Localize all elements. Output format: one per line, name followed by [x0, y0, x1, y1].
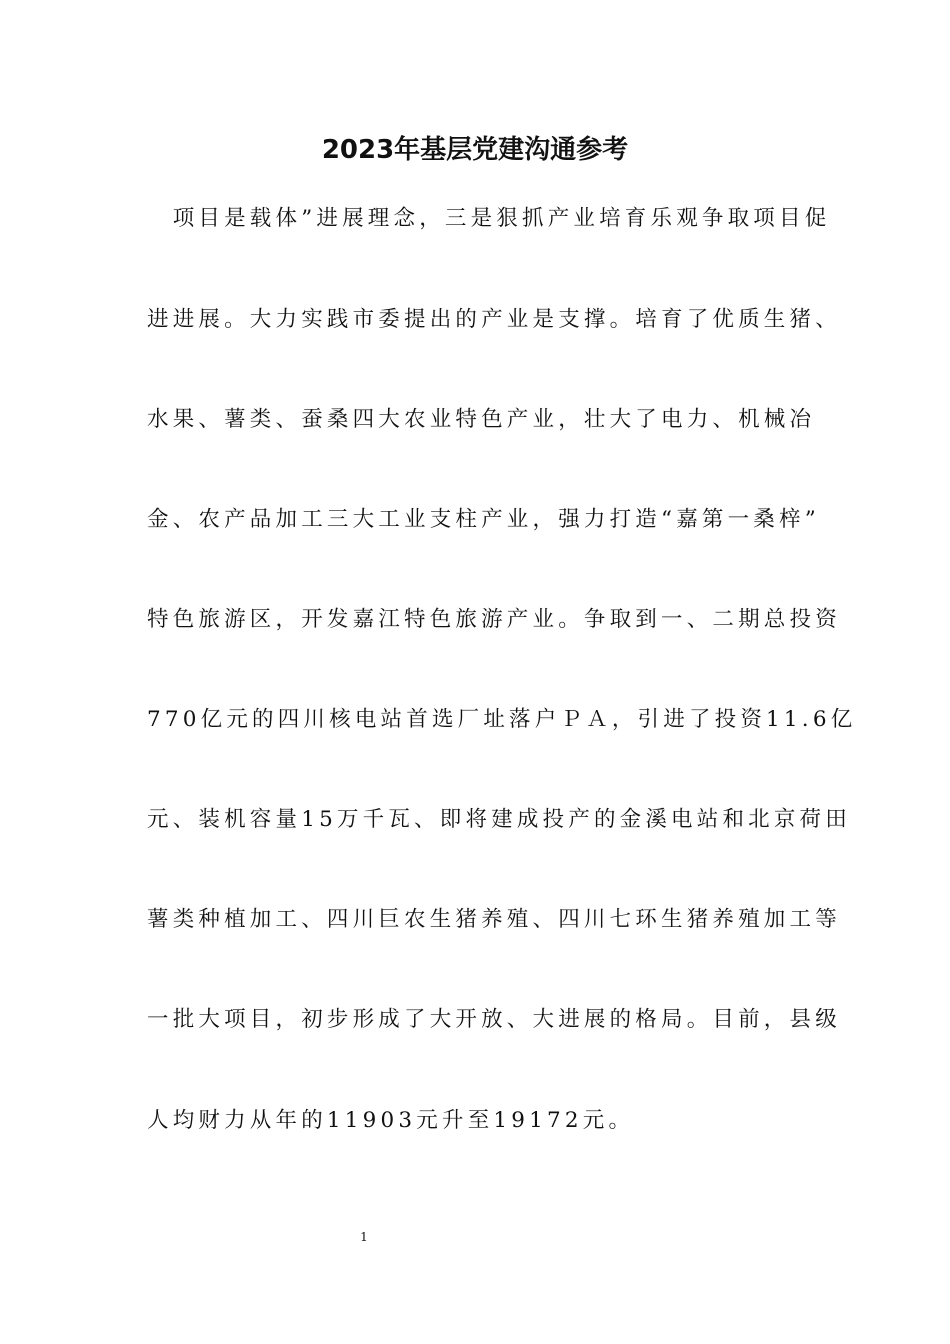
paragraph-line: 人均财力从年的11903元升至19172元。 [147, 1108, 635, 1133]
paragraph-line: 项目是载体”进展理念，三是狠抓产业培育乐观争取项目促 [147, 206, 831, 231]
paragraph-line: 金、农产品加工三大工业支柱产业，强力打造“嘉第一桑梓” [147, 507, 820, 532]
paragraph-line: 770亿元的四川核电站首选厂址落户ＰＡ，引进了投资11.6亿 [147, 707, 857, 732]
page-number: 1 [360, 1230, 368, 1244]
paragraph-line: 进进展。大力实践市委提出的产业是支撑。培育了优质生猪、 [147, 307, 841, 332]
paragraph-line: 元、装机容量15万千瓦、即将建成投产的金溪电站和北京荷田 [147, 807, 851, 832]
paragraph-line: 特色旅游区，开发嘉江特色旅游产业。争取到一、二期总投资 [147, 607, 841, 632]
paragraph-line: 一批大项目，初步形成了大开放、大进展的格局。目前，县级 [147, 1007, 841, 1032]
paragraph-line: 薯类种植加工、四川巨农生猪养殖、四川七环生猪养殖加工等 [147, 907, 841, 932]
page-title: 2023年基层党建沟通参考 [321, 135, 629, 165]
paragraph-line: 水果、薯类、蚕桑四大农业特色产业，壮大了电力、机械冶 [147, 407, 816, 432]
